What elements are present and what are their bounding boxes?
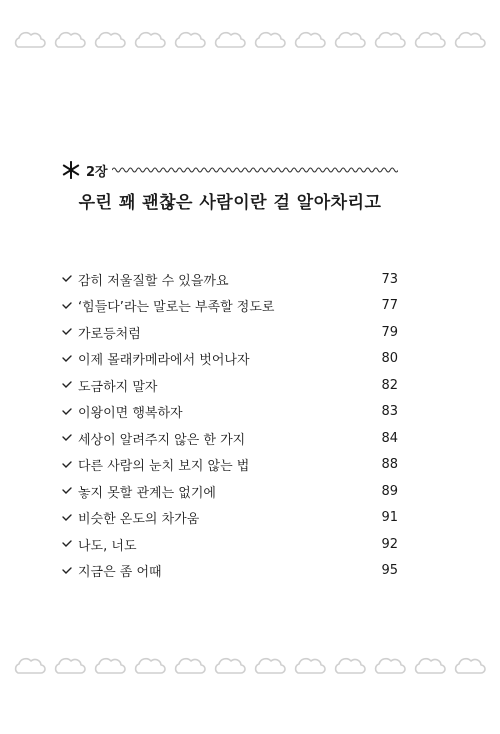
toc-entry-page: 91 — [381, 510, 398, 526]
toc-entry[interactable] — [62, 452, 398, 479]
toc-entry-page: 80 — [381, 351, 398, 367]
toc-entry[interactable] — [62, 399, 398, 426]
cloud-border-icon — [10, 656, 490, 678]
wavy-line-icon — [112, 165, 398, 175]
toc-entry-title: 다른 사람의 눈치 보지 않는 법 — [78, 459, 250, 475]
chapter-title: 우린 꽤 괜찮은 사람이란 걸 알아차리고 — [78, 193, 382, 213]
check-mark-icon — [62, 381, 72, 389]
toc-entry-page: 95 — [381, 563, 398, 579]
check-mark-icon — [62, 487, 72, 495]
toc-entry-page: 84 — [381, 430, 398, 446]
toc-entry[interactable] — [62, 505, 398, 532]
cloud-border-icon — [10, 30, 490, 52]
chapter-label: 2장 — [86, 164, 108, 180]
toc-entry-title: 비슷한 온도의 차가움 — [78, 512, 200, 528]
check-mark-icon — [62, 434, 72, 442]
check-mark-icon — [62, 514, 72, 522]
toc-entry[interactable] — [62, 372, 398, 399]
toc-entry-page: 88 — [381, 457, 398, 473]
toc-entry-title: ‘힘들다’라는 말로는 부족할 정도로 — [78, 300, 275, 316]
toc-entry-page: 79 — [381, 324, 398, 340]
top-cloud-border — [10, 30, 490, 52]
check-mark-icon — [62, 302, 72, 310]
toc-entry-title: 지금은 좀 어때 — [78, 565, 162, 581]
check-mark-icon — [62, 540, 72, 548]
check-mark-icon — [62, 275, 72, 283]
table-of-contents — [62, 266, 398, 584]
bottom-cloud-border — [10, 656, 490, 678]
toc-entry-title: 도금하지 말자 — [78, 379, 158, 395]
toc-entry[interactable] — [62, 558, 398, 585]
toc-entry[interactable] — [62, 531, 398, 558]
toc-entry-title: 감히 저울질할 수 있을까요 — [78, 273, 229, 289]
toc-entry-title: 놓지 못할 관계는 없기에 — [78, 485, 216, 501]
check-mark-icon — [62, 461, 72, 469]
check-mark-icon — [62, 355, 72, 363]
toc-entry-title: 가로등처럼 — [78, 326, 141, 342]
toc-entry[interactable] — [62, 478, 398, 505]
toc-entry-page: 73 — [381, 271, 398, 287]
toc-entry-page: 77 — [381, 298, 398, 314]
toc-entry[interactable] — [62, 266, 398, 293]
star-icon — [62, 161, 80, 179]
toc-entry-title: 나도, 너도 — [78, 538, 137, 554]
toc-entry-page: 82 — [381, 377, 398, 393]
check-mark-icon — [62, 328, 72, 336]
toc-entry-title: 이제 몰래카메라에서 벗어나자 — [78, 353, 250, 369]
check-mark-icon — [62, 408, 72, 416]
check-mark-icon — [62, 567, 72, 575]
toc-entry[interactable] — [62, 425, 398, 452]
toc-entry[interactable] — [62, 346, 398, 373]
toc-entry-page: 92 — [381, 536, 398, 552]
toc-entry-page: 89 — [381, 483, 398, 499]
toc-entry-page: 83 — [381, 404, 398, 420]
toc-entry[interactable] — [62, 319, 398, 346]
toc-entry-title: 이왕이면 행복하자 — [78, 406, 183, 422]
chapter-header — [62, 158, 398, 182]
toc-entry-title: 세상이 알려주지 않은 한 가지 — [78, 432, 246, 448]
toc-entry[interactable] — [62, 293, 398, 320]
